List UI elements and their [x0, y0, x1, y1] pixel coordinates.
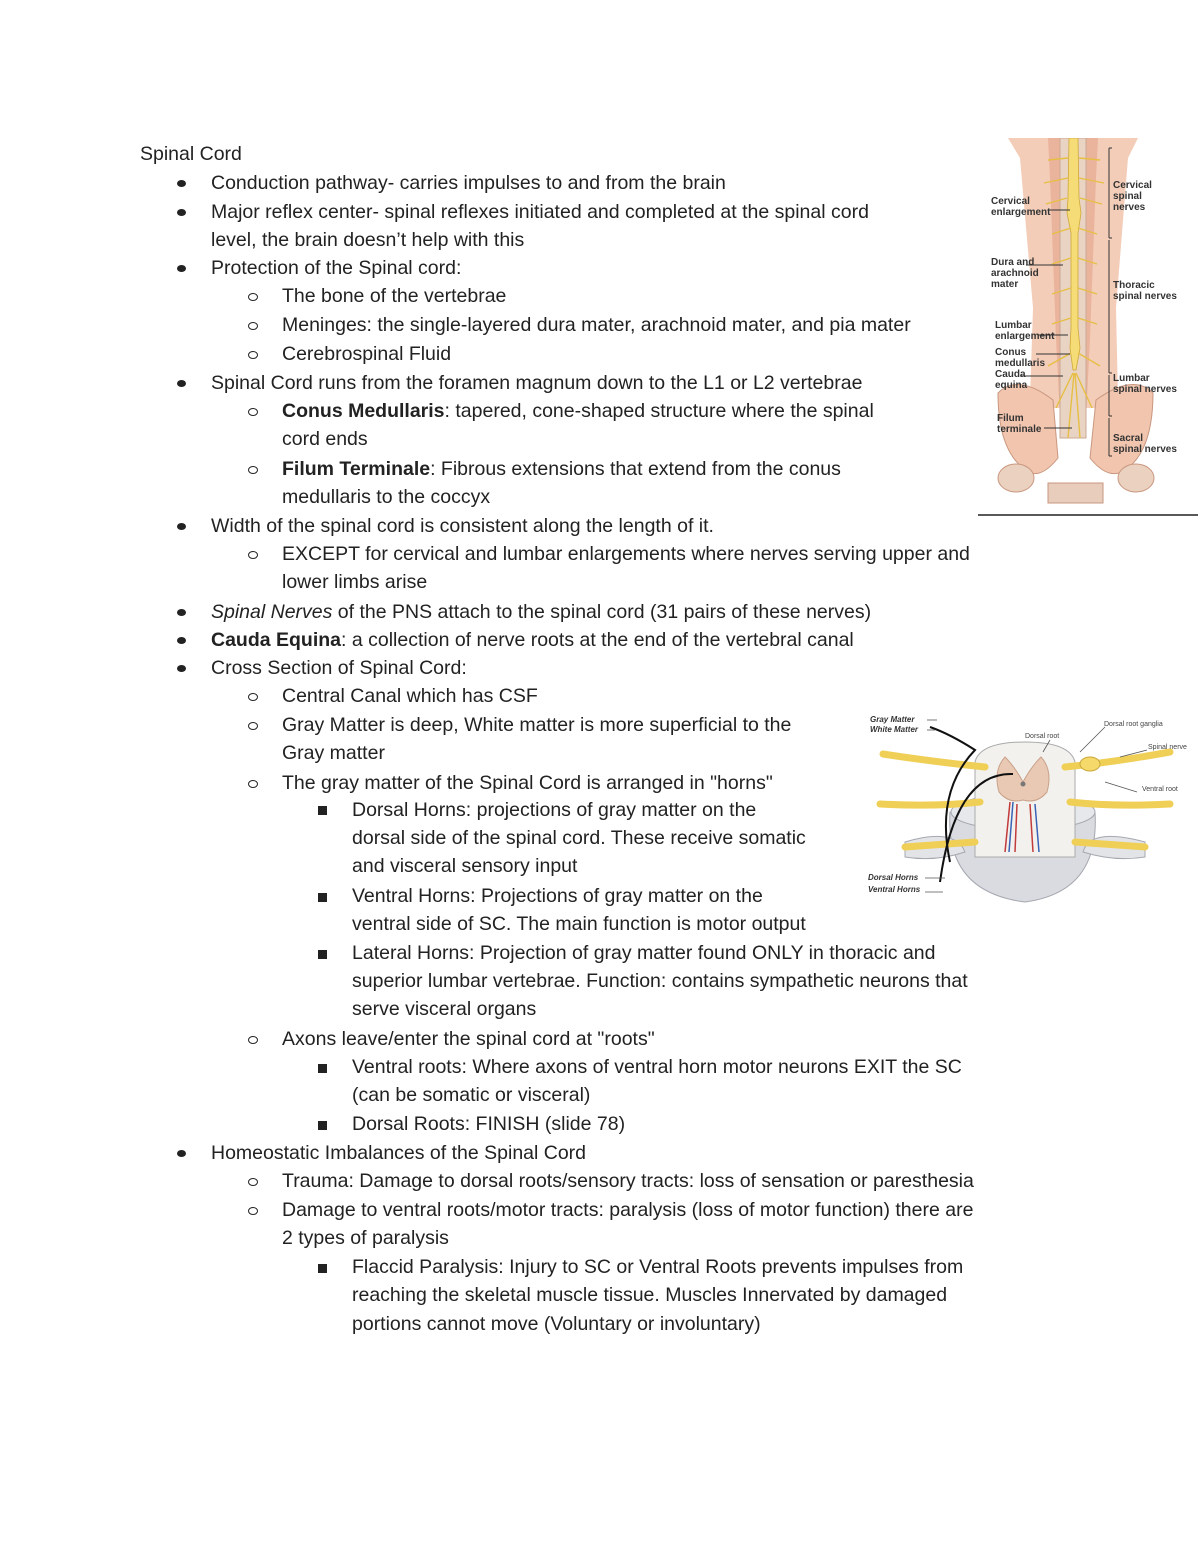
list-item: Gray Matter is deep, White matter is more superficial to the	[282, 714, 792, 736]
figure-label: enlargement	[995, 331, 1055, 342]
list-item: Spinal Cord runs from the foramen magnum down to the L1 or L2 vertebrae	[211, 372, 863, 394]
figure-label: spinal nerves	[1113, 444, 1177, 455]
bullet-disc	[177, 1150, 186, 1157]
bullet-disc	[177, 209, 186, 216]
bullet-circle	[248, 722, 258, 730]
figure1-left-labels	[995, 320, 1054, 342]
figure-label: Lumbar	[995, 320, 1032, 331]
list-item-continued: lower limbs arise	[282, 571, 428, 593]
list-item: Central Canal which has CSF	[282, 685, 538, 707]
definition-text: : tapered, cone-shaped structure where the spinal	[444, 400, 874, 422]
bullet-square	[318, 893, 327, 902]
list-item-continued: cord ends	[282, 428, 368, 450]
figure-label: Dorsal root	[1025, 733, 1060, 740]
figure-label: Sacral	[1113, 433, 1144, 444]
list-item: Lateral Horns: Projection of gray matter found ONLY in thoracic and	[352, 942, 936, 964]
figure1-left-labels	[991, 196, 1050, 218]
figure1-right-labels	[1113, 180, 1152, 213]
list-item: Dorsal Roots: FINISH (slide 78)	[352, 1113, 626, 1135]
list-item-continued: superior lumbar vertebrae. Function: contains sympathetic neurons that	[352, 970, 968, 992]
list-item	[282, 397, 874, 425]
list-item: Homeostatic Imbalances of the Spinal Cord	[211, 1142, 587, 1164]
figure-label: Cervical	[1113, 180, 1152, 191]
list-item	[211, 626, 854, 654]
list-item: Flaccid Paralysis: Injury to SC or Ventral Roots prevents impulses from	[352, 1256, 964, 1278]
bullet-square	[318, 1264, 327, 1273]
figure-label: Lumbar	[1113, 373, 1150, 384]
list-item: Width of the spinal cord is consistent along the length of it.	[211, 515, 714, 537]
term-filum-terminale: Filum Terminale	[282, 458, 431, 480]
figure-label: Cervical	[991, 196, 1030, 207]
term-cauda-equina: Cauda Equina	[211, 629, 342, 651]
bullet-disc	[177, 665, 186, 672]
term-conus-medullaris: Conus Medullaris	[282, 400, 445, 422]
list-item-continued: dorsal side of the spinal cord. These receive somatic	[352, 827, 806, 849]
bullet-circle	[248, 1178, 258, 1186]
figure-label: Dorsal root ganglia	[1104, 721, 1163, 728]
list-item	[282, 455, 841, 483]
list-item: Cerebrospinal Fluid	[282, 343, 452, 365]
figure-label: Filum	[997, 413, 1024, 424]
bullet-disc	[177, 265, 186, 272]
list-item-continued: portions cannot move (Voluntary or involuntary)	[352, 1313, 761, 1335]
list-item-continued: reaching the skeletal muscle tissue. Muscles Innervated by damaged	[352, 1284, 948, 1306]
list-item: The gray matter of the Spinal Cord is arranged in "horns"	[282, 772, 773, 794]
bullet-disc	[177, 523, 186, 530]
list-item: Ventral roots: Where axons of ventral horn motor neurons EXIT the SC	[352, 1056, 962, 1078]
list-item-continued: (can be somatic or visceral)	[352, 1084, 591, 1106]
list-item-continued: and visceral sensory input	[352, 855, 578, 877]
list-item: EXCEPT for cervical and lumbar enlargements where nerves serving upper and	[282, 543, 970, 565]
figure-label: equina	[995, 380, 1028, 391]
list-item-continued: 2 types of paralysis	[282, 1227, 449, 1249]
list-item-continued: level, the brain doesn’t help with this	[211, 229, 525, 251]
list-item-continued: medullaris to the coccyx	[282, 486, 491, 508]
figure-label: mater	[991, 279, 1019, 290]
figure-label: Cauda	[995, 369, 1026, 380]
list-item: Ventral Horns: Projections of gray matter on the	[352, 885, 763, 907]
figure1-left-labels	[997, 413, 1041, 435]
figure1-left-labels	[991, 257, 1039, 290]
bullet-circle	[248, 293, 258, 301]
figure1-right-labels	[1113, 373, 1177, 395]
page-title: Spinal Cord	[140, 143, 242, 165]
bullet-disc	[177, 380, 186, 387]
figure-label: terminale	[997, 424, 1042, 435]
bullet-circle	[248, 1207, 258, 1215]
figure-label: White Matter	[870, 725, 918, 734]
definition-text: : Fibrous extensions that extend from the conus	[430, 458, 841, 480]
figure-label: Conus	[995, 347, 1027, 358]
figure1-right-labels	[1113, 280, 1177, 302]
figure-label: spinal nerves	[1113, 291, 1177, 302]
bullet-disc	[177, 609, 186, 616]
list-item	[211, 598, 871, 626]
figure1-left-labels	[995, 347, 1045, 391]
figure-label: spinal	[1113, 191, 1142, 202]
bullet-square	[318, 1121, 327, 1130]
list-item: Damage to ventral roots/motor tracts: paralysis (loss of motor function) there are	[282, 1199, 974, 1221]
figure-label: nerves	[1113, 202, 1146, 213]
list-item: Cross Section of Spinal Cord:	[211, 657, 467, 679]
list-item: Dorsal Horns: projections of gray matter on the	[352, 799, 757, 821]
bullet-circle	[248, 1036, 258, 1044]
bullet-circle	[248, 551, 258, 559]
list-item-continued: Gray matter	[282, 742, 385, 764]
bullet-square	[318, 1064, 327, 1073]
bullet-circle	[248, 322, 258, 330]
list-item-continued: ventral side of SC. The main function is motor output	[352, 913, 806, 935]
figure-label: arachnoid	[991, 268, 1039, 279]
bullet-circle	[248, 351, 258, 359]
definition-text: of the PNS attach to the spinal cord (31 pairs of these nerves)	[332, 601, 872, 623]
figure-label: Ventral root	[1142, 786, 1178, 793]
figure1-right-labels	[1113, 433, 1177, 455]
list-item: Conduction pathway- carries impulses to and from the brain	[211, 172, 726, 194]
figure-label: Ventral Horns	[868, 885, 921, 894]
definition-text: : a collection of nerve roots at the end of the vertebral canal	[341, 629, 854, 651]
bullet-square	[318, 806, 327, 815]
figure-label: medullaris	[995, 358, 1046, 369]
figure2-labels-top-left	[870, 715, 918, 735]
figure-label: spinal nerves	[1113, 384, 1177, 395]
bullet-circle	[248, 693, 258, 701]
bullet-square	[318, 950, 327, 959]
figure-label: Thoracic	[1113, 280, 1155, 291]
figure-label: Dura and	[991, 257, 1035, 268]
list-item: Trauma: Damage to dorsal roots/sensory tracts: loss of sensation or paresthesia	[282, 1170, 974, 1192]
bullet-circle	[248, 408, 258, 416]
list-item: Major reflex center- spinal reflexes initiated and completed at the spinal cord	[211, 201, 869, 223]
list-item: Axons leave/enter the spinal cord at "roots"	[282, 1028, 655, 1050]
list-item: The bone of the vertebrae	[282, 285, 507, 307]
figure-label: Spinal nerve	[1148, 744, 1187, 751]
list-item-continued: serve visceral organs	[352, 998, 537, 1020]
term-spinal-nerves: Spinal Nerves	[211, 601, 333, 623]
figure-label: Gray Matter	[870, 715, 915, 724]
list-item: Protection of the Spinal cord:	[211, 257, 462, 279]
figure2-labels-bottom-left	[868, 872, 920, 896]
bullet-circle	[248, 780, 258, 788]
bullet-disc	[177, 637, 186, 644]
list-item: Meninges: the single-layered dura mater, arachnoid mater, and pia mater	[282, 314, 911, 336]
figure-label: Dorsal Horns	[868, 873, 919, 882]
bullet-disc	[177, 180, 186, 187]
bullet-circle	[248, 466, 258, 474]
figure-label: enlargement	[991, 207, 1051, 218]
